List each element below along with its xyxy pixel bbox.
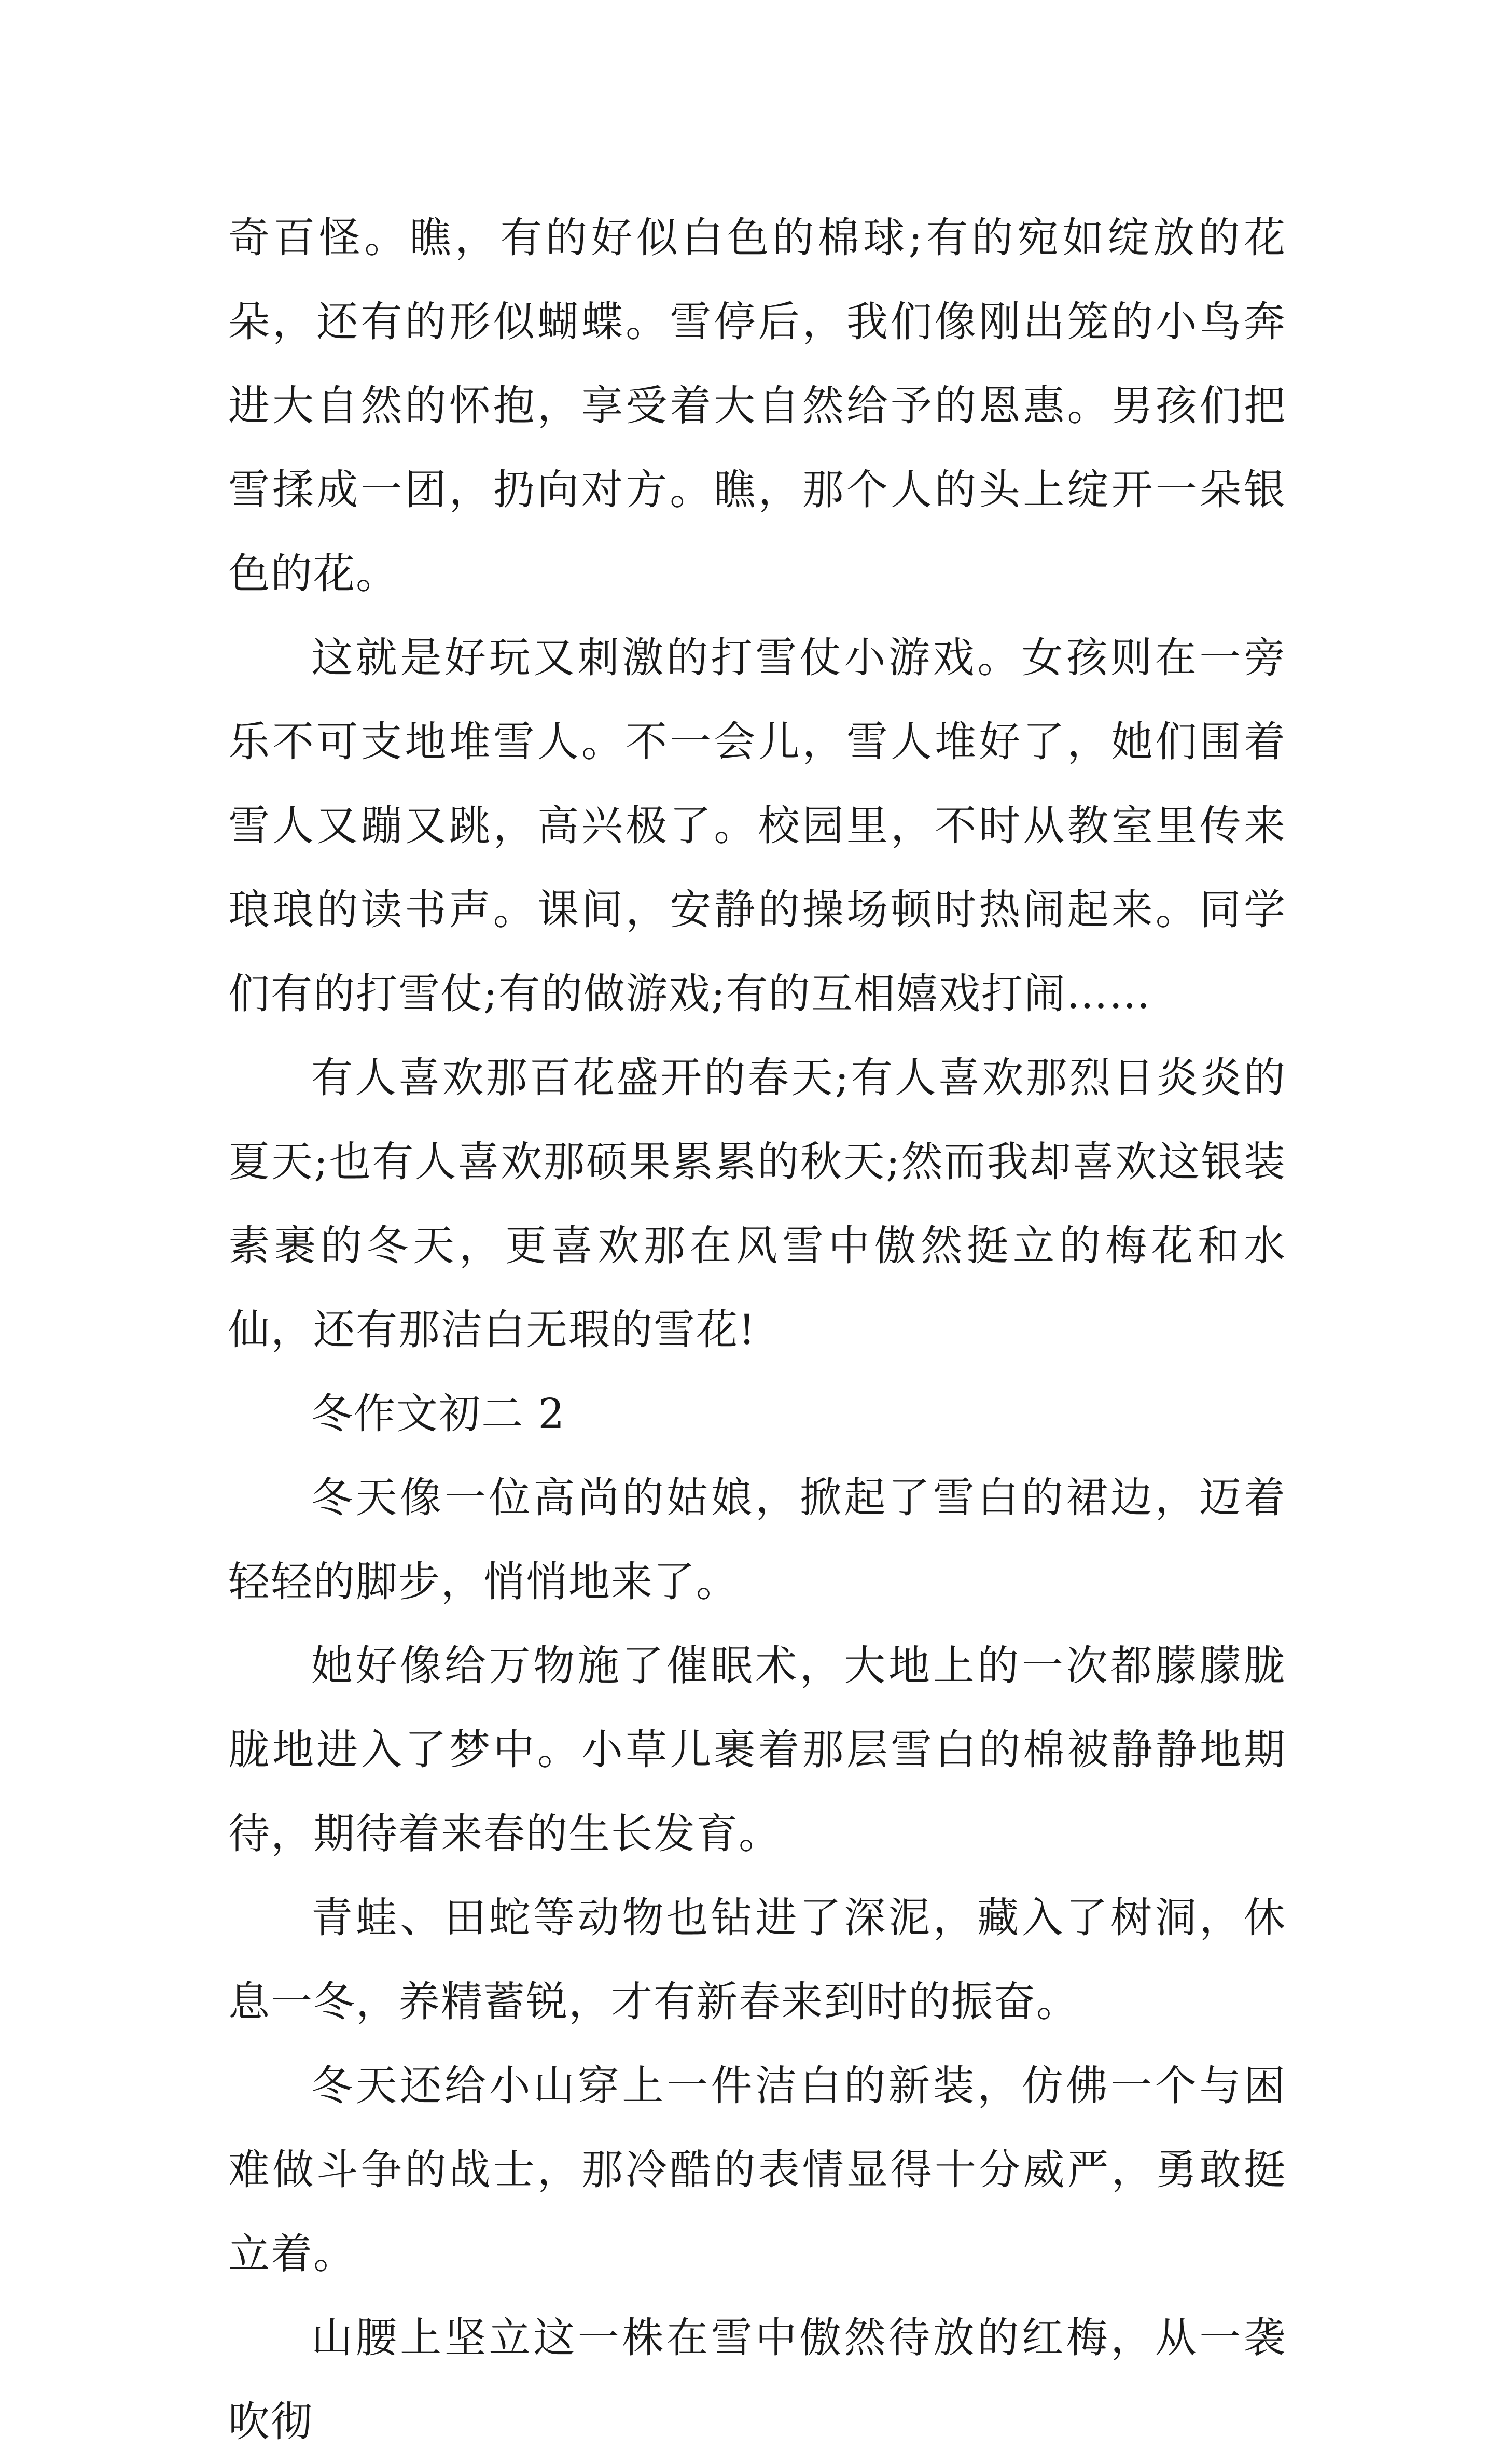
section-heading: 冬作文初二 2 (311, 1390, 566, 1438)
paragraph-3: 有人喜欢那百花盛开的春天;有人喜欢那烈日炎炎的夏天;也有人喜欢那硕果累累的秋天;然而我却喜欢这银装素裹的冬天，更喜欢那在风雪中傲然挺立的梅花和水仙，还有那洁白无瑕的雪花! (228, 1054, 1286, 1354)
paragraph-1: 奇百怪。瞧，有的好似白色的棉球;有的宛如绽放的花朵，还有的形似蝴蝶。雪停后，我们像刚出笼的小鸟奔进大自然的怀抱，享受着大自然给予的恩惠。男孩们把雪揉成一团，扔向对方。瞧，那个人的头上绽开一朵银色的花。 (228, 214, 1286, 598)
paragraph-8: 山腰上坚立这一株在雪中傲然待放的红梅，从一袭吹彻 (228, 2314, 1286, 2446)
paragraph-4: 冬天像一位高尚的姑娘，掀起了雪白的裙边，迈着轻轻的脚步，悄悄地来了。 (228, 1474, 1286, 1606)
article-body (228, 196, 1286, 2464)
paragraph-6: 青蛙、田蛇等动物也钻进了深泥，藏入了树洞，休息一冬，养精蓄锐，才有新春来到时的振奋。 (228, 1894, 1286, 2026)
paragraph-7: 冬天还给小山穿上一件洁白的新装，仿佛一个与困难做斗争的战士，那冷酷的表情显得十分威严，勇敢挺立着。 (228, 2062, 1286, 2278)
paragraph-2: 这就是好玩又刺激的打雪仗小游戏。女孩则在一旁乐不可支地堆雪人。不一会儿，雪人堆好了，她们围着雪人又蹦又跳，高兴极了。校园里，不时从教室里传来琅琅的读书声。课间，安静的操场顿时热闹起来。同学们有的打雪仗;有的做游戏;有的互相嬉戏打闹…… (228, 634, 1286, 1018)
paragraph-5: 她好像给万物施了催眠术，大地上的一次都朦朦胧胧地进入了梦中。小草儿裹着那层雪白的棉被静静地期待，期待着来春的生长发育。 (228, 1642, 1286, 1858)
